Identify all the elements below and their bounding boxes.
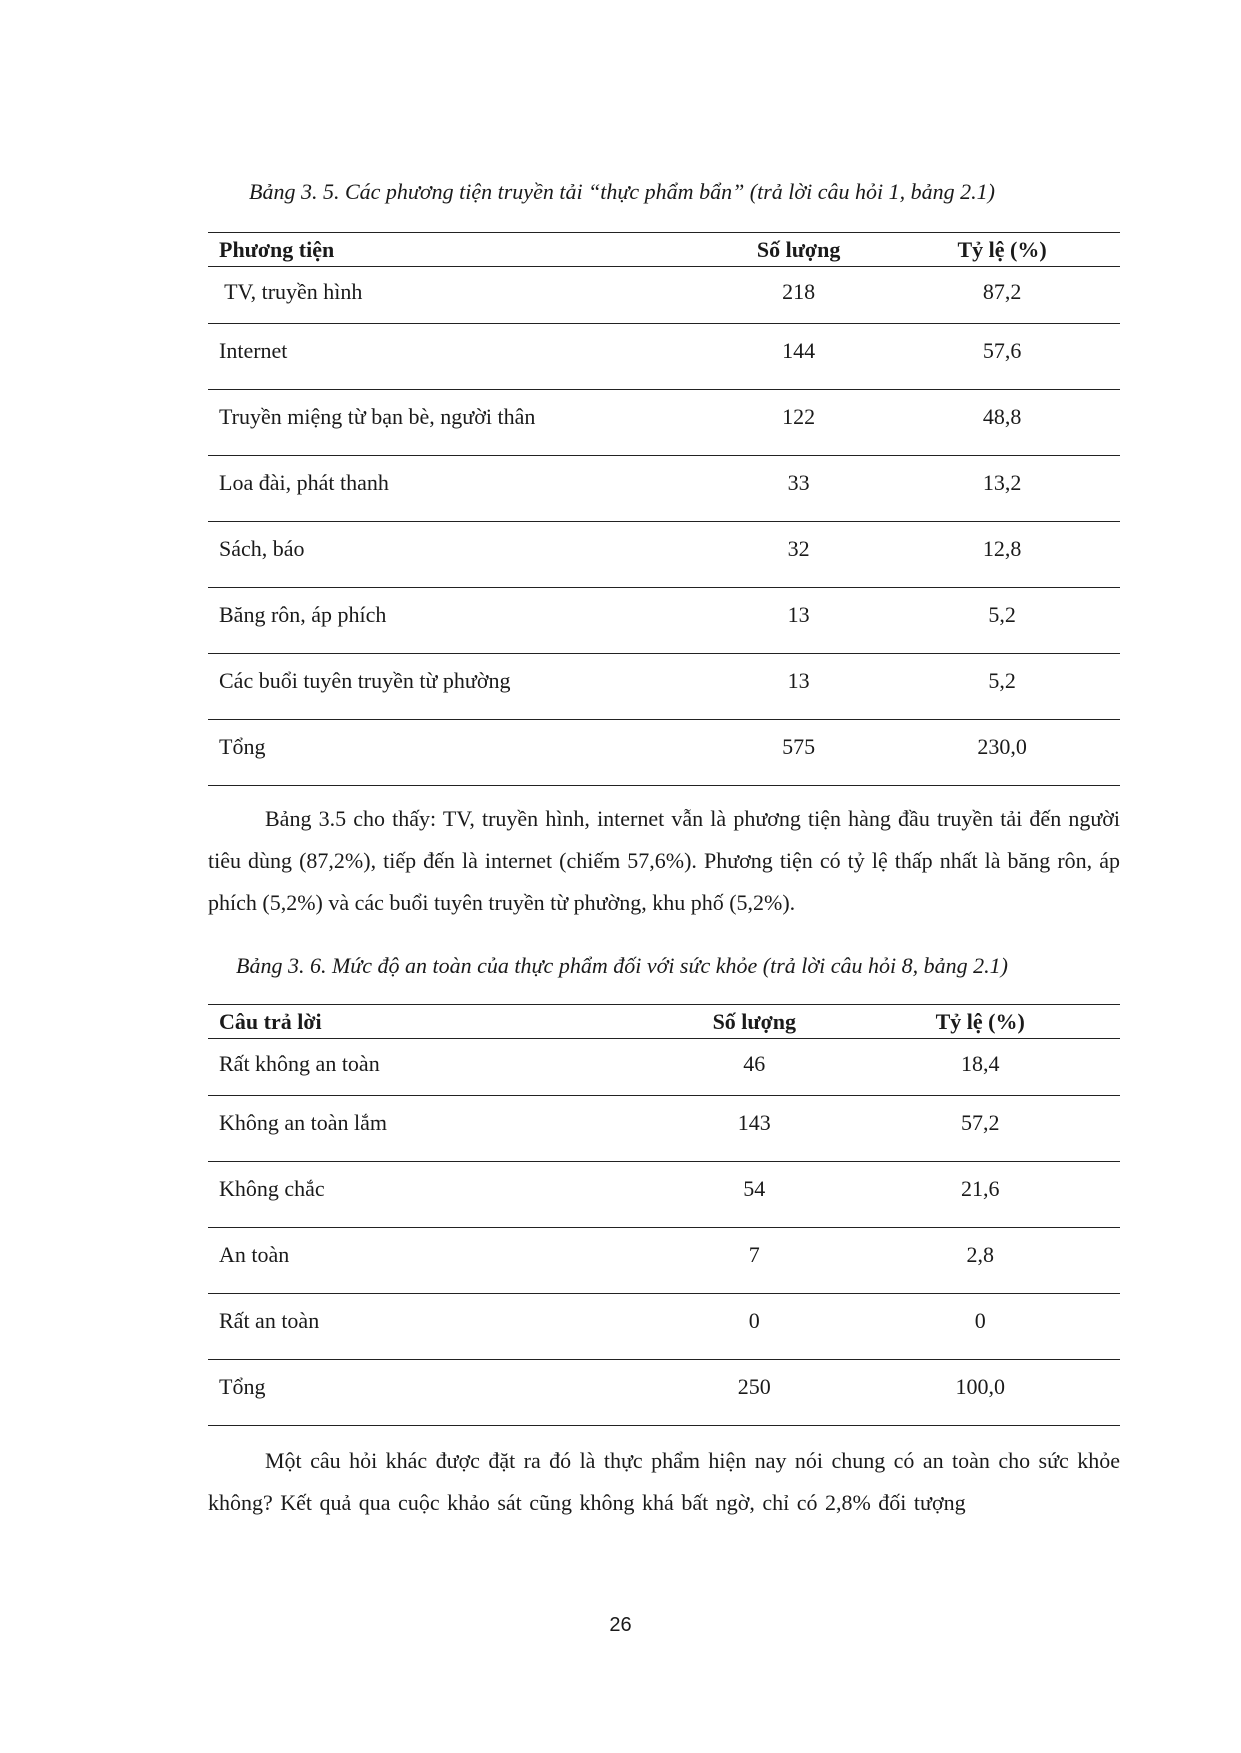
table-cell: 575 [713, 720, 884, 786]
table-cell: Rất an toàn [208, 1294, 668, 1360]
table-cell: 5,2 [884, 588, 1120, 654]
table-header-row [208, 233, 1120, 267]
table-cell: Băng rôn, áp phích [208, 588, 713, 654]
table-cell: 18,4 [840, 1039, 1120, 1096]
table-cell: Loa đài, phát thanh [208, 456, 713, 522]
table-row [208, 522, 1120, 588]
table-cell: 0 [668, 1294, 840, 1360]
table-cell: Internet [208, 324, 713, 390]
table-row [208, 1096, 1120, 1162]
table-cell: 57,2 [840, 1096, 1120, 1162]
table-cell: 100,0 [840, 1360, 1120, 1426]
column-header: Số lượng [668, 1005, 840, 1039]
table-total-row [208, 1360, 1120, 1426]
table-cell: Tổng [208, 1360, 668, 1426]
data-table [208, 1004, 1120, 1426]
table-cell: 7 [668, 1228, 840, 1294]
table-row [208, 267, 1120, 324]
table-cell: 87,2 [884, 267, 1120, 324]
table-cell: Sách, báo [208, 522, 713, 588]
table-cell: 230,0 [884, 720, 1120, 786]
table-row [208, 1228, 1120, 1294]
table-cell: 21,6 [840, 1162, 1120, 1228]
table-cell: TV, truyền hình [208, 267, 713, 324]
table-cell: 12,8 [884, 522, 1120, 588]
table-row [208, 1162, 1120, 1228]
table-header-row [208, 1005, 1120, 1039]
table-cell: 2,8 [840, 1228, 1120, 1294]
table-cell: Các buổi tuyên truyền từ phường [208, 654, 713, 720]
table-cell: Rất không an toàn [208, 1039, 668, 1096]
column-header: Số lượng [713, 233, 884, 267]
column-header: Câu trả lời [208, 1005, 668, 1039]
table-total-row [208, 720, 1120, 786]
table-cell: 33 [713, 456, 884, 522]
table-cell: Không chắc [208, 1162, 668, 1228]
table-cell: 143 [668, 1096, 840, 1162]
table-cell: Tổng [208, 720, 713, 786]
table-cell: An toàn [208, 1228, 668, 1294]
data-table [208, 232, 1120, 786]
table-cell: 54 [668, 1162, 840, 1228]
table-cell: 13 [713, 588, 884, 654]
column-header: Phương tiện [208, 233, 713, 267]
table-cell: Không an toàn lắm [208, 1096, 668, 1162]
table-cell: 46 [668, 1039, 840, 1096]
table-cell: 122 [713, 390, 884, 456]
table-cell: 218 [713, 267, 884, 324]
table-cell: 57,6 [884, 324, 1120, 390]
table-row [208, 390, 1120, 456]
table-cell: 48,8 [884, 390, 1120, 456]
table-row [208, 588, 1120, 654]
table-cell: Truyền miệng từ bạn bè, người thân [208, 390, 713, 456]
table-cell: 13 [713, 654, 884, 720]
table-row [208, 654, 1120, 720]
table-cell: 13,2 [884, 456, 1120, 522]
table-caption: Bảng 3. 6. Mức độ an toàn của thực phẩm đối với sức khỏe (trả lời câu hỏi 8, bảng 2.1) [236, 953, 1008, 978]
table-cell: 5,2 [884, 654, 1120, 720]
table-cell: 144 [713, 324, 884, 390]
page-number: 26 [609, 1614, 632, 1636]
column-header: Tỷ lệ (%) [840, 1005, 1120, 1039]
body-paragraph: Một câu hỏi khác được đặt ra đó là thực phẩm hiện nay nói chung có an toàn cho sức khỏe không? Kết quả qua cuộc khảo sát cũng không khá bất ngờ, chỉ có 2,8% đối tượng [208, 1448, 1120, 1515]
table-cell: 32 [713, 522, 884, 588]
table-row [208, 1039, 1120, 1096]
table-cell: 250 [668, 1360, 840, 1426]
table-cell: 0 [840, 1294, 1120, 1360]
body-paragraph: Bảng 3.5 cho thấy: TV, truyền hình, internet vẫn là phương tiện hàng đầu truyền tải đến người tiêu dùng (87,2%), tiếp đến là internet (chiếm 57,6%). Phương tiện có tỷ lệ thấp nhất là băng rôn, áp phích (5,2%) và các buổi tuyên truyền từ phường, khu phố (5,2%). [208, 806, 1120, 915]
table-row [208, 324, 1120, 390]
column-header: Tỷ lệ (%) [884, 233, 1120, 267]
table-caption: Bảng 3. 5. Các phương tiện truyền tải “thực phẩm bẩn” (trả lời câu hỏi 1, bảng 2.1) [249, 179, 995, 204]
table-row [208, 456, 1120, 522]
table-row [208, 1294, 1120, 1360]
